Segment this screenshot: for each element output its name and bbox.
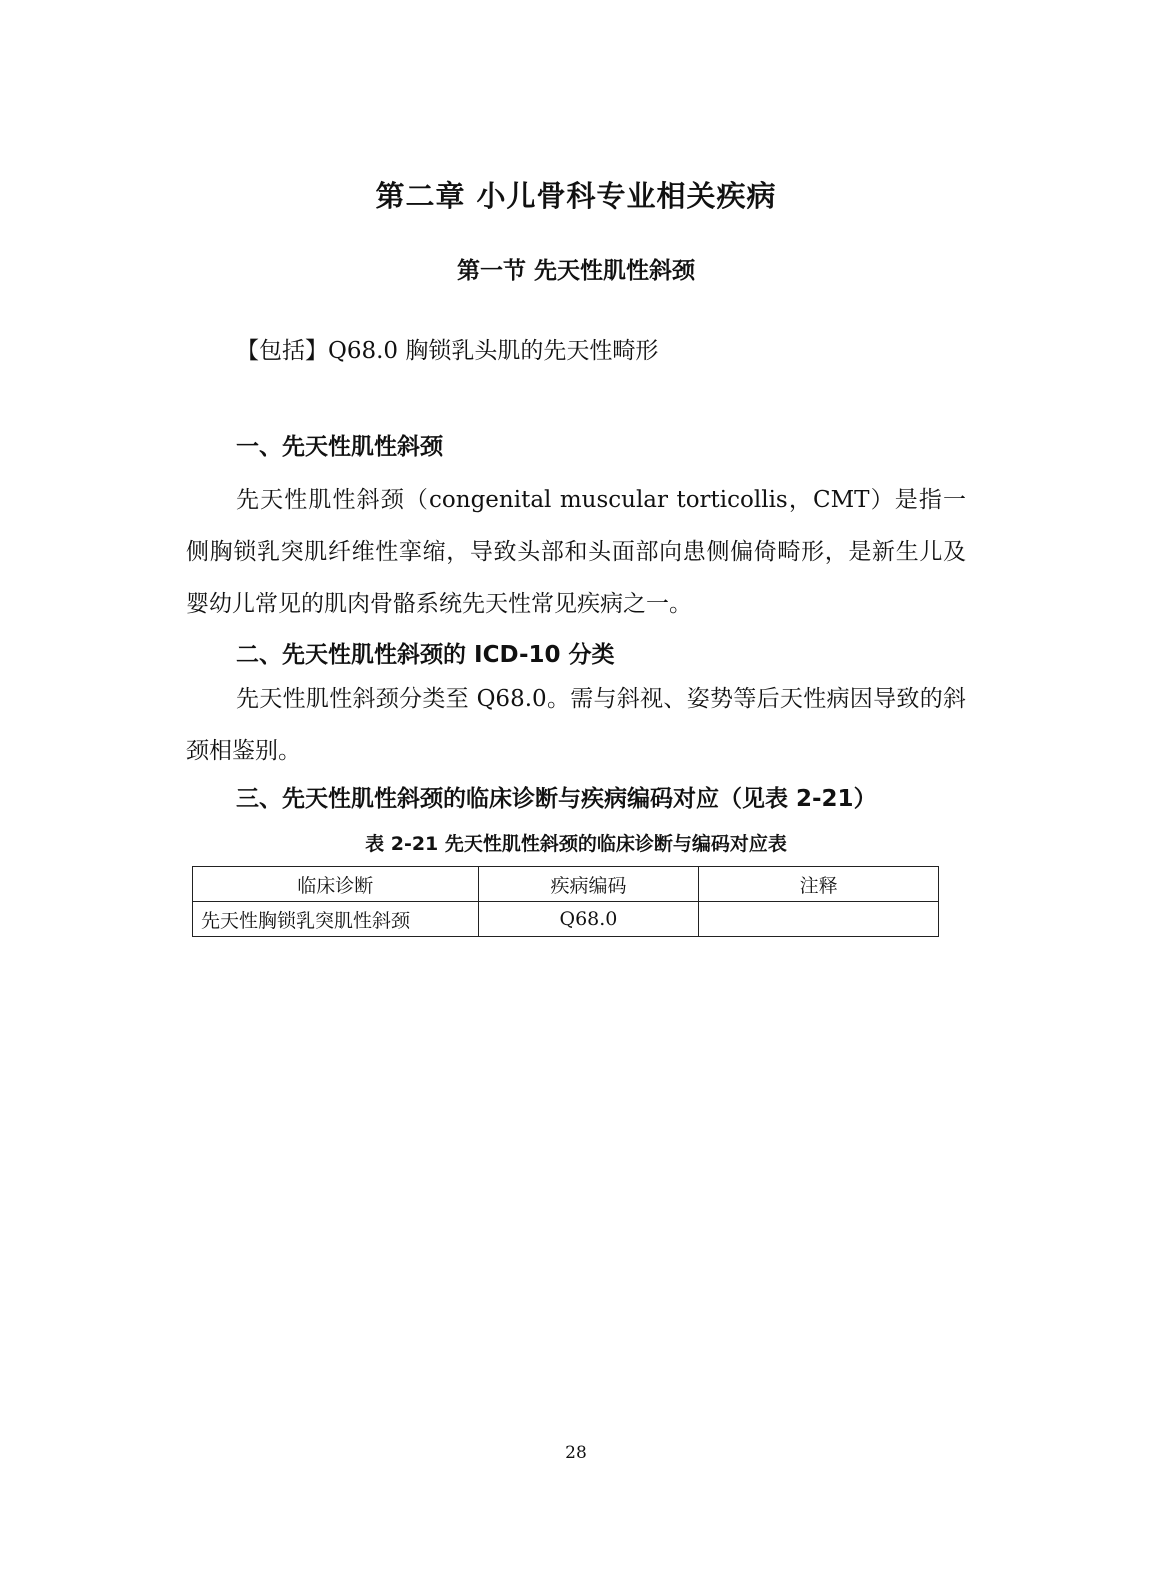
cell-diagnosis: 先天性胸锁乳突肌性斜颈 [193, 902, 479, 937]
table-row [193, 902, 939, 937]
heading-1: 一、先天性肌性斜颈 [236, 434, 443, 460]
column-header-code: 疾病编码 [478, 867, 699, 902]
paragraph-2: 先天性肌性斜颈分类至 Q68.0。需与斜视、姿势等后天性病因导致的斜颈相鉴别。 [186, 686, 966, 764]
paragraph-1: 先天性肌性斜颈（congenital muscular torticollis，CMT）是指一侧胸锁乳突肌纤维性挛缩，导致头部和头面部向患侧偏倚畸形，是新生儿及婴幼儿常见的肌肉骨骼系统先天性常见疾病之一。 [186, 487, 966, 617]
heading-3: 三、先天性肌性斜颈的临床诊断与疾病编码对应（见表 2-21） [236, 786, 877, 812]
cell-note [699, 902, 939, 937]
page-number: 28 [565, 1443, 587, 1463]
includes-line: 【包括】Q68.0 胸锁乳头肌的先天性畸形 [236, 338, 659, 364]
section-title: 第一节 先天性肌性斜颈 [456, 258, 695, 284]
table-header-row [193, 867, 939, 902]
heading-2: 二、先天性肌性斜颈的 ICD-10 分类 [236, 642, 615, 668]
cell-code: Q68.0 [478, 902, 699, 937]
table-caption: 表 2-21 先天性肌性斜颈的临床诊断与编码对应表 [365, 833, 787, 855]
chapter-title: 第二章 小儿骨科专业相关疾病 [375, 179, 777, 213]
diagnosis-code-table [192, 866, 939, 937]
column-header-note: 注释 [699, 867, 939, 902]
column-header-diagnosis: 临床诊断 [193, 867, 479, 902]
